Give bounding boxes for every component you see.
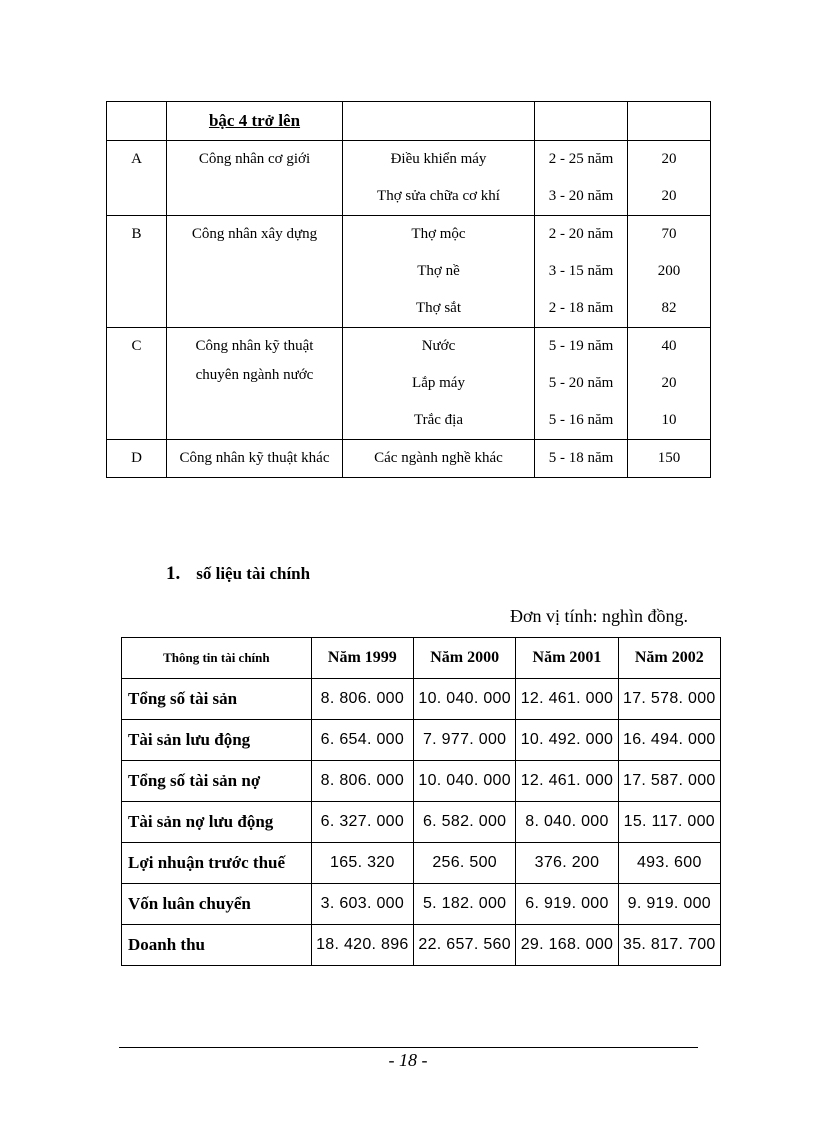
group-name-cell: [167, 328, 343, 440]
workforce-group-row: [107, 328, 711, 440]
finance-value: 6. 327. 000: [311, 802, 413, 843]
group-code-cell: [107, 141, 167, 216]
group-code-cell: [107, 216, 167, 328]
header-empty-cell: [107, 102, 167, 141]
finance-row: [122, 761, 721, 802]
qty: 82: [661, 300, 677, 316]
trade: Thợ mộc: [411, 226, 466, 242]
group-name: Công nhân cơ giới: [198, 151, 311, 167]
finance-value: 8. 040. 000: [516, 802, 618, 843]
qty: 20: [661, 188, 677, 204]
finance-value: 376. 200: [516, 843, 618, 884]
trade: Điều khiển máy: [390, 151, 487, 167]
header-label: bậc 4 trở lên: [208, 111, 301, 130]
years: 3 - 15 năm: [548, 263, 614, 279]
trade: Lắp máy: [412, 375, 465, 391]
trade: Nước: [421, 338, 456, 354]
qty: 10: [661, 412, 677, 428]
qty-cell: [628, 216, 711, 328]
finance-value: 35. 817. 700: [618, 925, 720, 966]
workforce-header-row: [107, 102, 711, 141]
workforce-table: [106, 101, 711, 478]
qty: 20: [661, 151, 677, 167]
trade-cell: [343, 216, 535, 328]
qty: 40: [661, 338, 677, 354]
years: 2 - 20 năm: [548, 226, 614, 242]
qty: 150: [657, 450, 681, 466]
finance-value: 3. 603. 000: [311, 884, 413, 925]
years: 3 - 20 năm: [548, 188, 614, 204]
qty-cell: [628, 328, 711, 440]
trade: Thợ nề: [417, 263, 460, 279]
years: 5 - 18 năm: [548, 450, 614, 466]
finance-value: 12. 461. 000: [516, 679, 618, 720]
finance-value: 12. 461. 000: [516, 761, 618, 802]
header-empty-cell: [343, 102, 535, 141]
section-heading: [166, 563, 310, 585]
finance-row: [122, 679, 721, 720]
qty: 70: [661, 226, 677, 242]
finance-row-label: Doanh thu: [122, 925, 312, 966]
trade: Các ngành nghề khác: [374, 450, 503, 466]
section-number: 1.: [166, 563, 181, 584]
year-header: Năm 2001: [516, 638, 618, 679]
finance-row: [122, 884, 721, 925]
finance-row: [122, 843, 721, 884]
group-code-cell: [107, 440, 167, 478]
finance-value: 6. 654. 000: [311, 720, 413, 761]
years-cell: [535, 216, 628, 328]
finance-value: 8. 806. 000: [311, 679, 413, 720]
group-code: B: [131, 226, 142, 242]
footer-divider: [119, 1047, 698, 1048]
header-empty-cell: [628, 102, 711, 141]
workforce-group-row: [107, 141, 711, 216]
year-header: Năm 1999: [311, 638, 413, 679]
finance-row-label: Tổng số tài sản nợ: [122, 761, 312, 802]
finance-value: 493. 600: [618, 843, 720, 884]
year-header: Năm 2002: [618, 638, 720, 679]
group-name: chuyên ngành nước: [195, 367, 314, 383]
finance-value: 6. 919. 000: [516, 884, 618, 925]
workforce-group-row: [107, 440, 711, 478]
years-cell: [535, 328, 628, 440]
finance-value: 10. 040. 000: [414, 679, 516, 720]
trade-cell: [343, 141, 535, 216]
group-code-cell: [107, 328, 167, 440]
group-code: D: [131, 450, 142, 466]
finance-value: 17. 578. 000: [618, 679, 720, 720]
years: 2 - 25 năm: [548, 151, 614, 167]
trade: Trắc địa: [413, 412, 464, 428]
trade-cell: [343, 440, 535, 478]
years-cell: [535, 141, 628, 216]
finance-value: 256. 500: [414, 843, 516, 884]
unit-note: Đơn vị tính: nghìn đồng.: [509, 606, 688, 626]
finance-row-label: Tài sản lưu động: [122, 720, 312, 761]
finance-row: [122, 802, 721, 843]
finance-value: 10. 492. 000: [516, 720, 618, 761]
qty: 200: [657, 263, 681, 279]
trade: Thợ sắt: [415, 300, 461, 316]
finance-row-label: Tài sản nợ lưu động: [122, 802, 312, 843]
finance-table: [121, 637, 721, 966]
finance-value: 16. 494. 000: [618, 720, 720, 761]
finance-value: 22. 657. 560: [414, 925, 516, 966]
years: 2 - 18 năm: [548, 300, 614, 316]
finance-value: 18. 420. 896: [311, 925, 413, 966]
finance-value: 10. 040. 000: [414, 761, 516, 802]
finance-value: 6. 582. 000: [414, 802, 516, 843]
qty-cell: [628, 440, 711, 478]
finance-value: 165. 320: [311, 843, 413, 884]
finance-value: 7. 977. 000: [414, 720, 516, 761]
group-name-cell: [167, 440, 343, 478]
years: 5 - 19 năm: [548, 338, 614, 354]
finance-value: 29. 168. 000: [516, 925, 618, 966]
trade-cell: [343, 328, 535, 440]
group-name: Công nhân kỹ thuật: [195, 338, 314, 354]
group-code: A: [131, 151, 142, 167]
finance-label-header: Thông tin tài chính: [122, 638, 312, 679]
finance-row: [122, 925, 721, 966]
years: 5 - 20 năm: [548, 375, 614, 391]
finance-header-row: [122, 638, 721, 679]
finance-value: 8. 806. 000: [311, 761, 413, 802]
years-cell: [535, 440, 628, 478]
group-code: C: [131, 338, 142, 354]
trade: Thợ sửa chữa cơ khí: [377, 188, 500, 204]
finance-value: 15. 117. 000: [618, 802, 720, 843]
section-title: số liệu tài chính: [196, 564, 311, 583]
group-name-cell: [167, 216, 343, 328]
qty-cell: [628, 141, 711, 216]
group-name: Công nhân kỹ thuật khác: [179, 450, 330, 466]
page-number: - 18 -: [388, 1050, 428, 1070]
years: 5 - 16 năm: [548, 412, 614, 428]
group-name-cell: [167, 141, 343, 216]
year-header: Năm 2000: [414, 638, 516, 679]
finance-row-label: Lợi nhuận trước thuế: [122, 843, 312, 884]
header-empty-cell: [535, 102, 628, 141]
finance-value: 5. 182. 000: [414, 884, 516, 925]
workforce-group-row: [107, 216, 711, 328]
finance-value: 17. 587. 000: [618, 761, 720, 802]
finance-value: 9. 919. 000: [618, 884, 720, 925]
finance-row-label: Vốn luân chuyển: [122, 884, 312, 925]
qty: 20: [661, 375, 677, 391]
group-name: Công nhân xây dựng: [191, 226, 318, 242]
finance-row: [122, 720, 721, 761]
finance-row-label: Tổng số tài sản: [122, 679, 312, 720]
header-label-cell: [167, 102, 343, 141]
